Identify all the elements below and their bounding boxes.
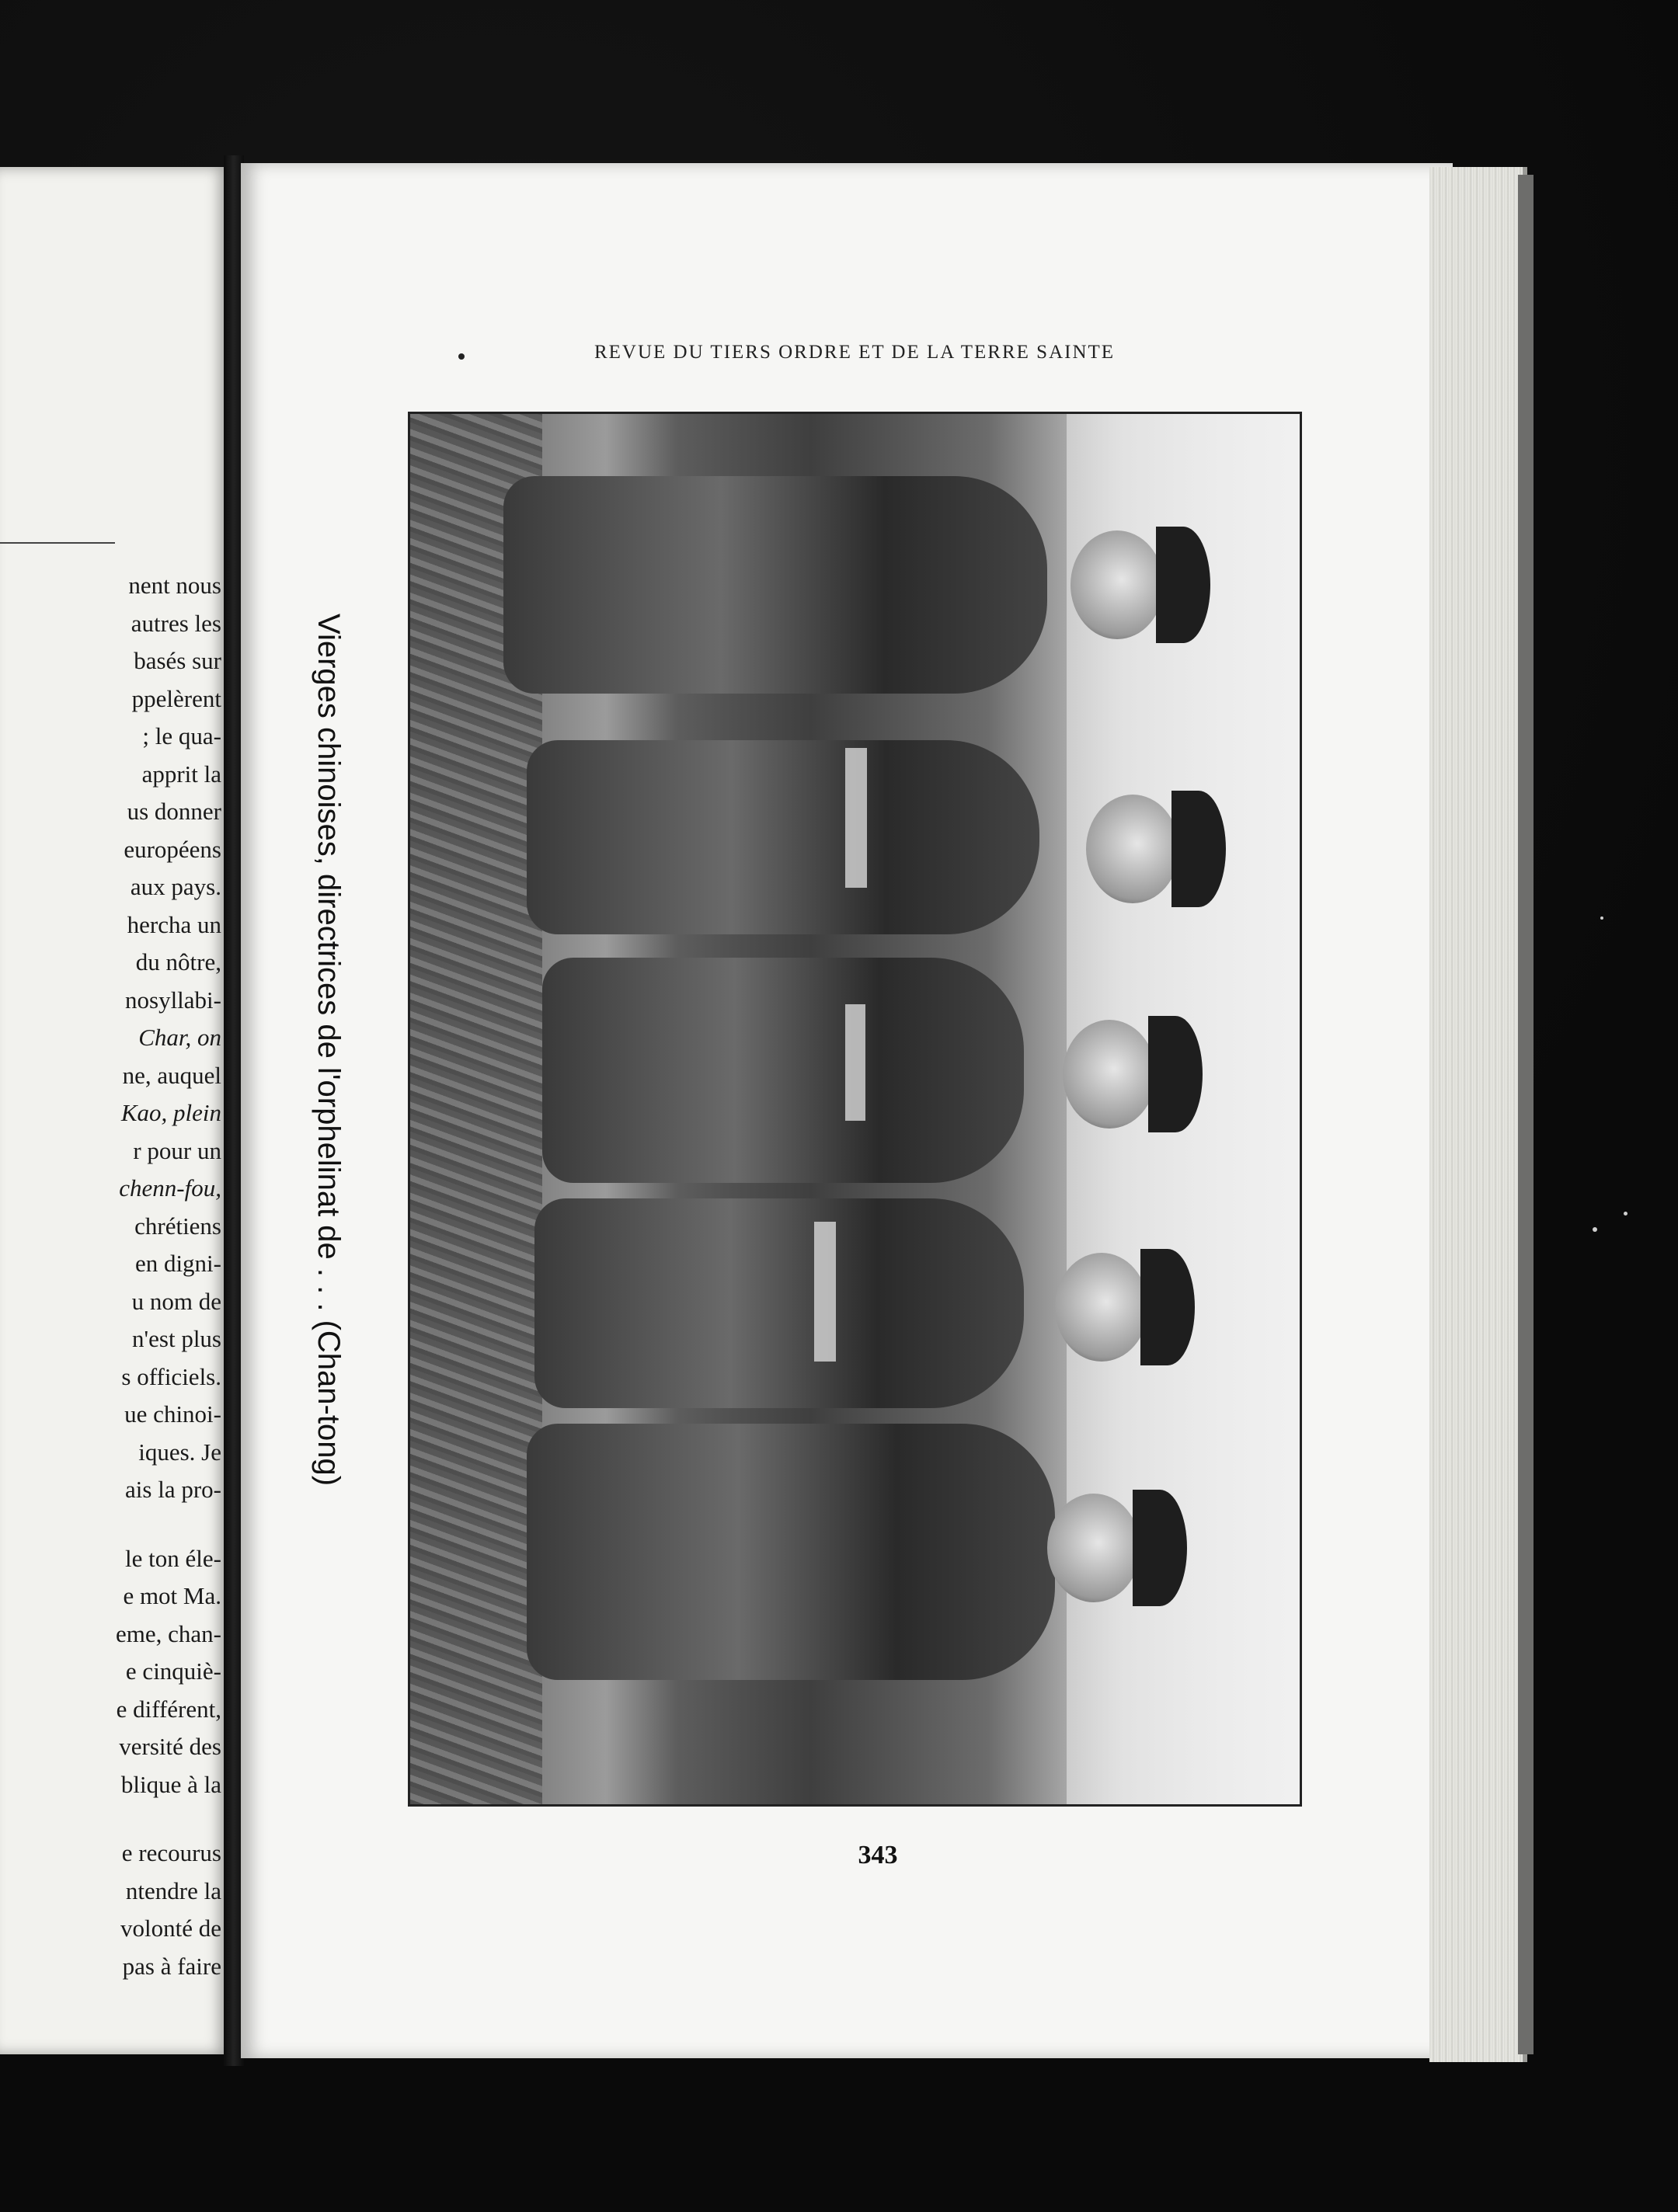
text-line: Char, on xyxy=(138,1024,221,1051)
book-cover-edge xyxy=(1518,175,1534,2054)
hair xyxy=(1140,1249,1195,1365)
text-line: nosyllabi- xyxy=(125,986,221,1014)
dust-speck xyxy=(1624,1212,1628,1216)
page-number: 343 xyxy=(858,1841,898,1869)
text-line: ais la pro- xyxy=(125,1476,221,1503)
hair xyxy=(1133,1490,1187,1606)
text-line: ; le qua- xyxy=(142,722,221,750)
text-line: basés sur xyxy=(134,647,221,674)
text-line: ne, auquel xyxy=(122,1061,221,1089)
text-line: blique à la xyxy=(120,1770,221,1798)
text-line: u nom de xyxy=(131,1287,221,1315)
text-line: r pour un xyxy=(133,1136,221,1164)
left-page-text xyxy=(0,567,221,1985)
text-line: hercha un xyxy=(127,910,221,938)
text-line: e cinquiè- xyxy=(125,1657,221,1685)
dust-speck xyxy=(1593,1227,1597,1232)
face xyxy=(1063,1020,1156,1129)
text-line: s officiels. xyxy=(121,1362,221,1390)
face xyxy=(1071,530,1164,639)
running-head: REVUE DU TIERS ORDRE ET DE LA TERRE SAINTE xyxy=(594,342,1116,363)
text-line: e recourus xyxy=(121,1839,221,1866)
text-line: n'est plus xyxy=(132,1325,221,1352)
dust-speck xyxy=(1600,916,1603,920)
text-line: Kao, plein xyxy=(120,1099,221,1126)
text-line: en digni- xyxy=(134,1250,221,1277)
hair xyxy=(1148,1016,1203,1132)
garment-stripe xyxy=(814,1222,836,1362)
hair xyxy=(1156,527,1210,643)
text-line: autres les xyxy=(131,609,221,637)
face xyxy=(1086,795,1179,903)
text-line: ue chinoi- xyxy=(124,1400,221,1428)
figure-5 xyxy=(527,1424,1055,1680)
face xyxy=(1047,1494,1140,1602)
text-line: chenn-fou, xyxy=(119,1174,221,1202)
figure-3 xyxy=(542,958,1024,1183)
text-line: apprit la xyxy=(141,760,221,788)
figure-4 xyxy=(534,1198,1024,1408)
text-line: européens xyxy=(124,835,221,863)
photo-caption xyxy=(308,614,347,1623)
text-line: versité des xyxy=(119,1733,221,1760)
garment-stripe xyxy=(845,1004,865,1121)
group-photograph xyxy=(408,412,1302,1807)
page-edges xyxy=(1429,167,1527,2062)
text-line: iques. Je xyxy=(138,1438,221,1466)
face xyxy=(1055,1253,1148,1362)
text-line: e différent, xyxy=(116,1695,221,1723)
text-line: chrétiens xyxy=(134,1212,221,1240)
figure-1 xyxy=(503,476,1047,694)
caption-text: Vierges chinoises, directrices de l'orphelinat de . . . (Chan-tong) xyxy=(312,614,346,1487)
text-line: pas à faire xyxy=(122,1952,221,1980)
text-line: e mot Ma. xyxy=(123,1582,221,1609)
text-line: eme, chan- xyxy=(116,1619,221,1647)
text-line: le ton éle- xyxy=(125,1544,221,1572)
text-line: aux pays. xyxy=(130,873,221,900)
text-line: nent nous xyxy=(128,572,221,599)
text-line: du nôtre, xyxy=(135,948,221,976)
ink-dot xyxy=(458,353,465,360)
footnote-rule xyxy=(0,542,115,544)
text-line: ppelèrent xyxy=(131,684,221,712)
figure-2 xyxy=(527,740,1039,934)
text-line: volonté de xyxy=(120,1915,221,1942)
text-line: ntendre la xyxy=(125,1876,221,1904)
left-page xyxy=(0,167,229,2054)
garment-stripe xyxy=(845,748,867,888)
hair xyxy=(1171,791,1226,907)
text-line: us donner xyxy=(127,798,221,825)
